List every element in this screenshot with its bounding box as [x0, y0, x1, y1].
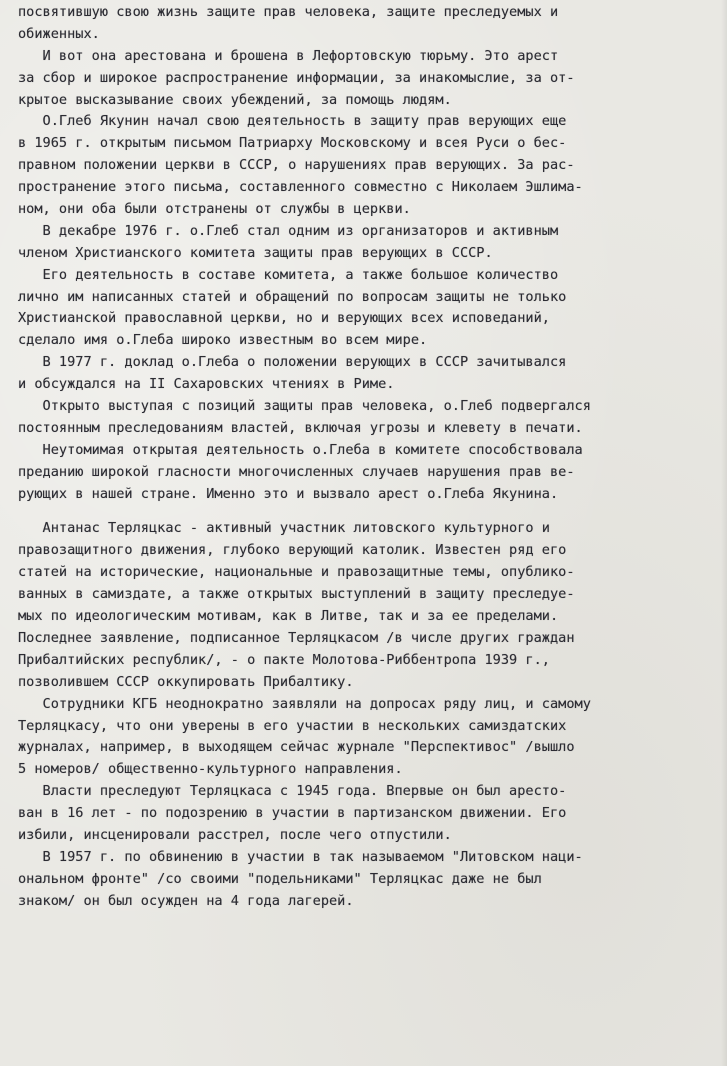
text-line: Терляцкасу, что они уверены в его участии в нескольких самиздатских: [18, 717, 567, 734]
text-line: за сбор и широкое распространение информации, за инакомыслие, за от-: [18, 69, 575, 86]
paragraph: [18, 2, 718, 46]
text-line: в 1965 г. открытым письмом Патриарху Московскому и всея Руси о бес-: [18, 135, 567, 152]
paragraph: [18, 265, 718, 353]
paragraph: [18, 847, 718, 913]
paragraph: [18, 352, 718, 396]
text-line: Последнее заявление, подписанное Терляцкасом /в числе других граждан: [18, 629, 575, 646]
text-line: крытое высказывание своих убеждений, за помощь людям.: [18, 91, 452, 108]
text-line: правном положении церкви в СССР, о нарушениях прав верующих. За рас-: [18, 157, 575, 174]
paragraph: [18, 518, 718, 693]
page-edge-shadow: [721, 0, 727, 1066]
text-line: и обсуждался на II Сахаровских чтениях в Риме.: [18, 376, 395, 393]
text-line: избили, инсценировали расстрел, после чего отпустили.: [18, 826, 452, 843]
paragraph: [18, 111, 718, 220]
text-line: посвятившую свою жизнь защите прав человека, защите преследуемых и: [18, 4, 559, 20]
text-line: журналах, например, в выходящем сейчас журнале "Перспективос" /вышло: [18, 739, 575, 756]
text-line: обиженных.: [18, 25, 100, 42]
text-line: пространение этого письма, составленного совместно с Николаем Эшлима-: [18, 179, 583, 196]
text-line: О.Глеб Якунин начал свою деятельность в защиту прав верующих еще: [18, 113, 567, 130]
text-line: лично им написанных статей и обращений по вопросам защиты не только: [18, 288, 567, 305]
text-line: мых по идеологическим мотивам, как в Литве, так и за ее пределами.: [18, 608, 559, 625]
text-line: знаком/ он был осужден на 4 года лагерей.: [18, 892, 354, 909]
text-line: ональном фронте" /со своими "подельниками" Терляцкас даже не был: [18, 870, 542, 887]
text-line: В 1957 г. по обвинению в участии в так называемом "Литовском наци-: [18, 848, 583, 865]
paragraph: [18, 396, 718, 440]
typewritten-text: [18, 2, 718, 913]
paragraph: [18, 46, 718, 112]
text-line: постоянным преследованиям властей, включая угрозы и клевету в печати.: [18, 419, 583, 436]
text-line: Антанас Терляцкас - активный участник литовского культурного и: [18, 520, 550, 537]
text-line: Прибалтийских республик/, - о пакте Молотова-Риббентропа 1939 г.,: [18, 651, 550, 668]
paragraph: [18, 694, 718, 782]
section-gap: [18, 505, 718, 518]
text-line: Его деятельность в составе комитета, а также большое количество: [18, 266, 559, 283]
text-line: преданию широкой гласности многочисленных случаев нарушения прав ве-: [18, 463, 575, 480]
text-line: 5 номеров/ общественно-культурного направления.: [18, 761, 403, 778]
paragraph: [18, 781, 718, 847]
text-line: Сотрудники КГБ неоднократно заявляли на допросах ряду лиц, и самому: [18, 695, 591, 712]
text-line: ван в 16 лет - по подозрению в участии в партизанском движении. Его: [18, 805, 567, 822]
text-line: Открыто выступая с позиций защиты прав человека, о.Глеб подвергался: [18, 398, 591, 415]
text-line: В декабре 1976 г. о.Глеб стал одним из организаторов и активным: [18, 222, 559, 239]
text-line: рующих в нашей стране. Именно это и вызвало арест о.Глеба Якунина.: [18, 485, 559, 502]
text-line: позволившем СССР оккупировать Прибалтику.: [18, 673, 354, 690]
text-line: Христианской православной церкви, но и верующих всех исповеданий,: [18, 310, 550, 327]
text-line: членом Христианского комитета защиты прав верующих в СССР.: [18, 244, 493, 261]
text-line: В 1977 г. доклад о.Глеба о положении верующих в СССР зачитывался: [18, 354, 567, 371]
text-line: И вот она арестована и брошена в Лефортовскую тюрьму. Это арест: [18, 47, 559, 64]
text-line: ванных в самиздате, а также открытых выступлений в защиту преследуе-: [18, 586, 575, 603]
paragraph: [18, 440, 718, 506]
text-line: статей на исторические, национальные и правозащитные темы, опублико-: [18, 564, 575, 581]
text-line: Власти преследуют Терляцкаса с 1945 года. Впервые он был аресто-: [18, 783, 567, 800]
text-line: Неутомимая открытая деятельность о.Глеба в комитете способствовала: [18, 441, 583, 458]
text-line: правозащитного движения, глубоко верующий католик. Известен ряд его: [18, 542, 567, 559]
text-line: сделало имя о.Глеба широко известным во всем мире.: [18, 332, 428, 349]
text-line: ном, они оба были отстранены от службы в церкви.: [18, 201, 411, 218]
paragraph: [18, 221, 718, 265]
